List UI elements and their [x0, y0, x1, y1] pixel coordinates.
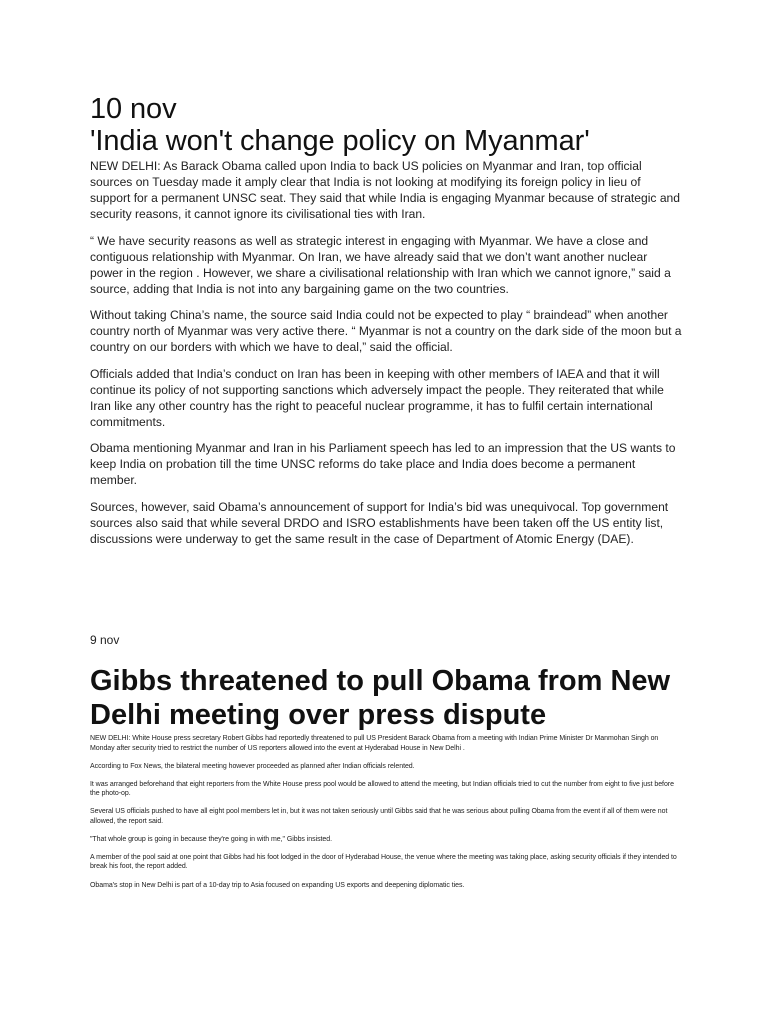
- article-paragraph: A member of the pool said at one point that Gibbs had his foot lodged in the door of Hyderabad House, the venue where the meeting was taking place, asking security officials if they intended to break his foot, the report added.: [90, 853, 677, 871]
- article-gibbs-press-dispute: [90, 734, 682, 899]
- article-paragraph: NEW DELHI: As Barack Obama called upon India to back US policies on Myanmar and Iran, top official sources on Tuesday made it amply clear that India is not looking at modifying its foreign policy in lieu of support for a permanent UNSC seat. They said that while India is engaging Myanmar because of strategic and security reasons, it cannot ignore its civilisational ties with Iran.: [90, 159, 681, 221]
- article-myanmar-policy: [90, 93, 682, 557]
- article-paragraph: According to Fox News, the bilateral meeting however proceeded as planned after Indian officials relented.: [90, 762, 415, 770]
- article-paragraph: Officials added that India’s conduct on Iran has been in keeping with other members of IAEA and that it will continue its policy of not supporting sanctions which adversely impact the people. They reiterated that while Iran like any other country has the right to peaceful nuclear programme, it has to fulfil certain international commitments.: [90, 366, 664, 429]
- article-paragraph: Without taking China’s name, the source said India could not be expected to play “ braindead” when another country north of Myanmar was very active there. “ Myanmar is not a country on the dark side of the moon but a country on our borders with which we have to deal,” said the official.: [90, 308, 682, 354]
- article-paragraph: It was arranged beforehand that eight reporters from the White House press pool would be allowed to attend the meeting, but Indian officials tried to cut the number from eight to five just before the photo-op.: [90, 780, 674, 798]
- article-headline: Gibbs threatened to pull Obama from New Delhi meeting over press dispute: [90, 665, 671, 731]
- article-paragraph: Obama's stop in New Delhi is part of a 10-day trip to Asia focused on expanding US exports and deepening diplomatic ties.: [90, 881, 465, 889]
- article-headline: 'India won't change policy on Myanmar': [90, 125, 590, 157]
- article-paragraph: NEW DELHI: White House press secretary Robert Gibbs had reportedly threatened to pull US President Barack Obama from a meeting with Indian Prime Minister Dr Manmohan Singh on Monday after security tried to restrict the number of US reporters allowed into the event at Hyderabad House in New Delhi .: [90, 735, 659, 752]
- article-paragraph: Obama mentioning Myanmar and Iran in his Parliament speech has led to an impression that the US wants to keep India on probation till the time UNSC reforms do take place and India does become a permanent member.: [90, 441, 676, 487]
- article-paragraph: Sources, however, said Obama’s announcement of support for India’s bid was unequivocal. Top government sources also said that while several DRDO and ISRO establishments have been taken off the US entity list, discussions were underway to get the same result in the case of Department of Atomic Energy (DAE).: [90, 499, 669, 546]
- article-date: 9 nov: [90, 633, 120, 647]
- article-body: [90, 158, 682, 547]
- article-paragraph: “ We have security reasons as well as strategic interest in engaging with Myanmar. We have a close and contiguous relationship with Myanmar. On Iran, we have already said that we don’t want another nuclear power in the region . However, we share a civilisational relationship with Iran which we cannot ignore,” said a source, adding that India is not into any bargaining game on the two countries.: [90, 233, 671, 296]
- article-date: 10 nov: [90, 93, 177, 125]
- article-paragraph: Several US officials pushed to have all eight pool members let in, but it was not taken seriously until Gibbs said that he was serious about pulling Obama from the event if all of them were not allowed, the report said.: [90, 808, 668, 825]
- article-paragraph: "That whole group is going in because they're going in with me," Gibbs insisted.: [90, 835, 332, 843]
